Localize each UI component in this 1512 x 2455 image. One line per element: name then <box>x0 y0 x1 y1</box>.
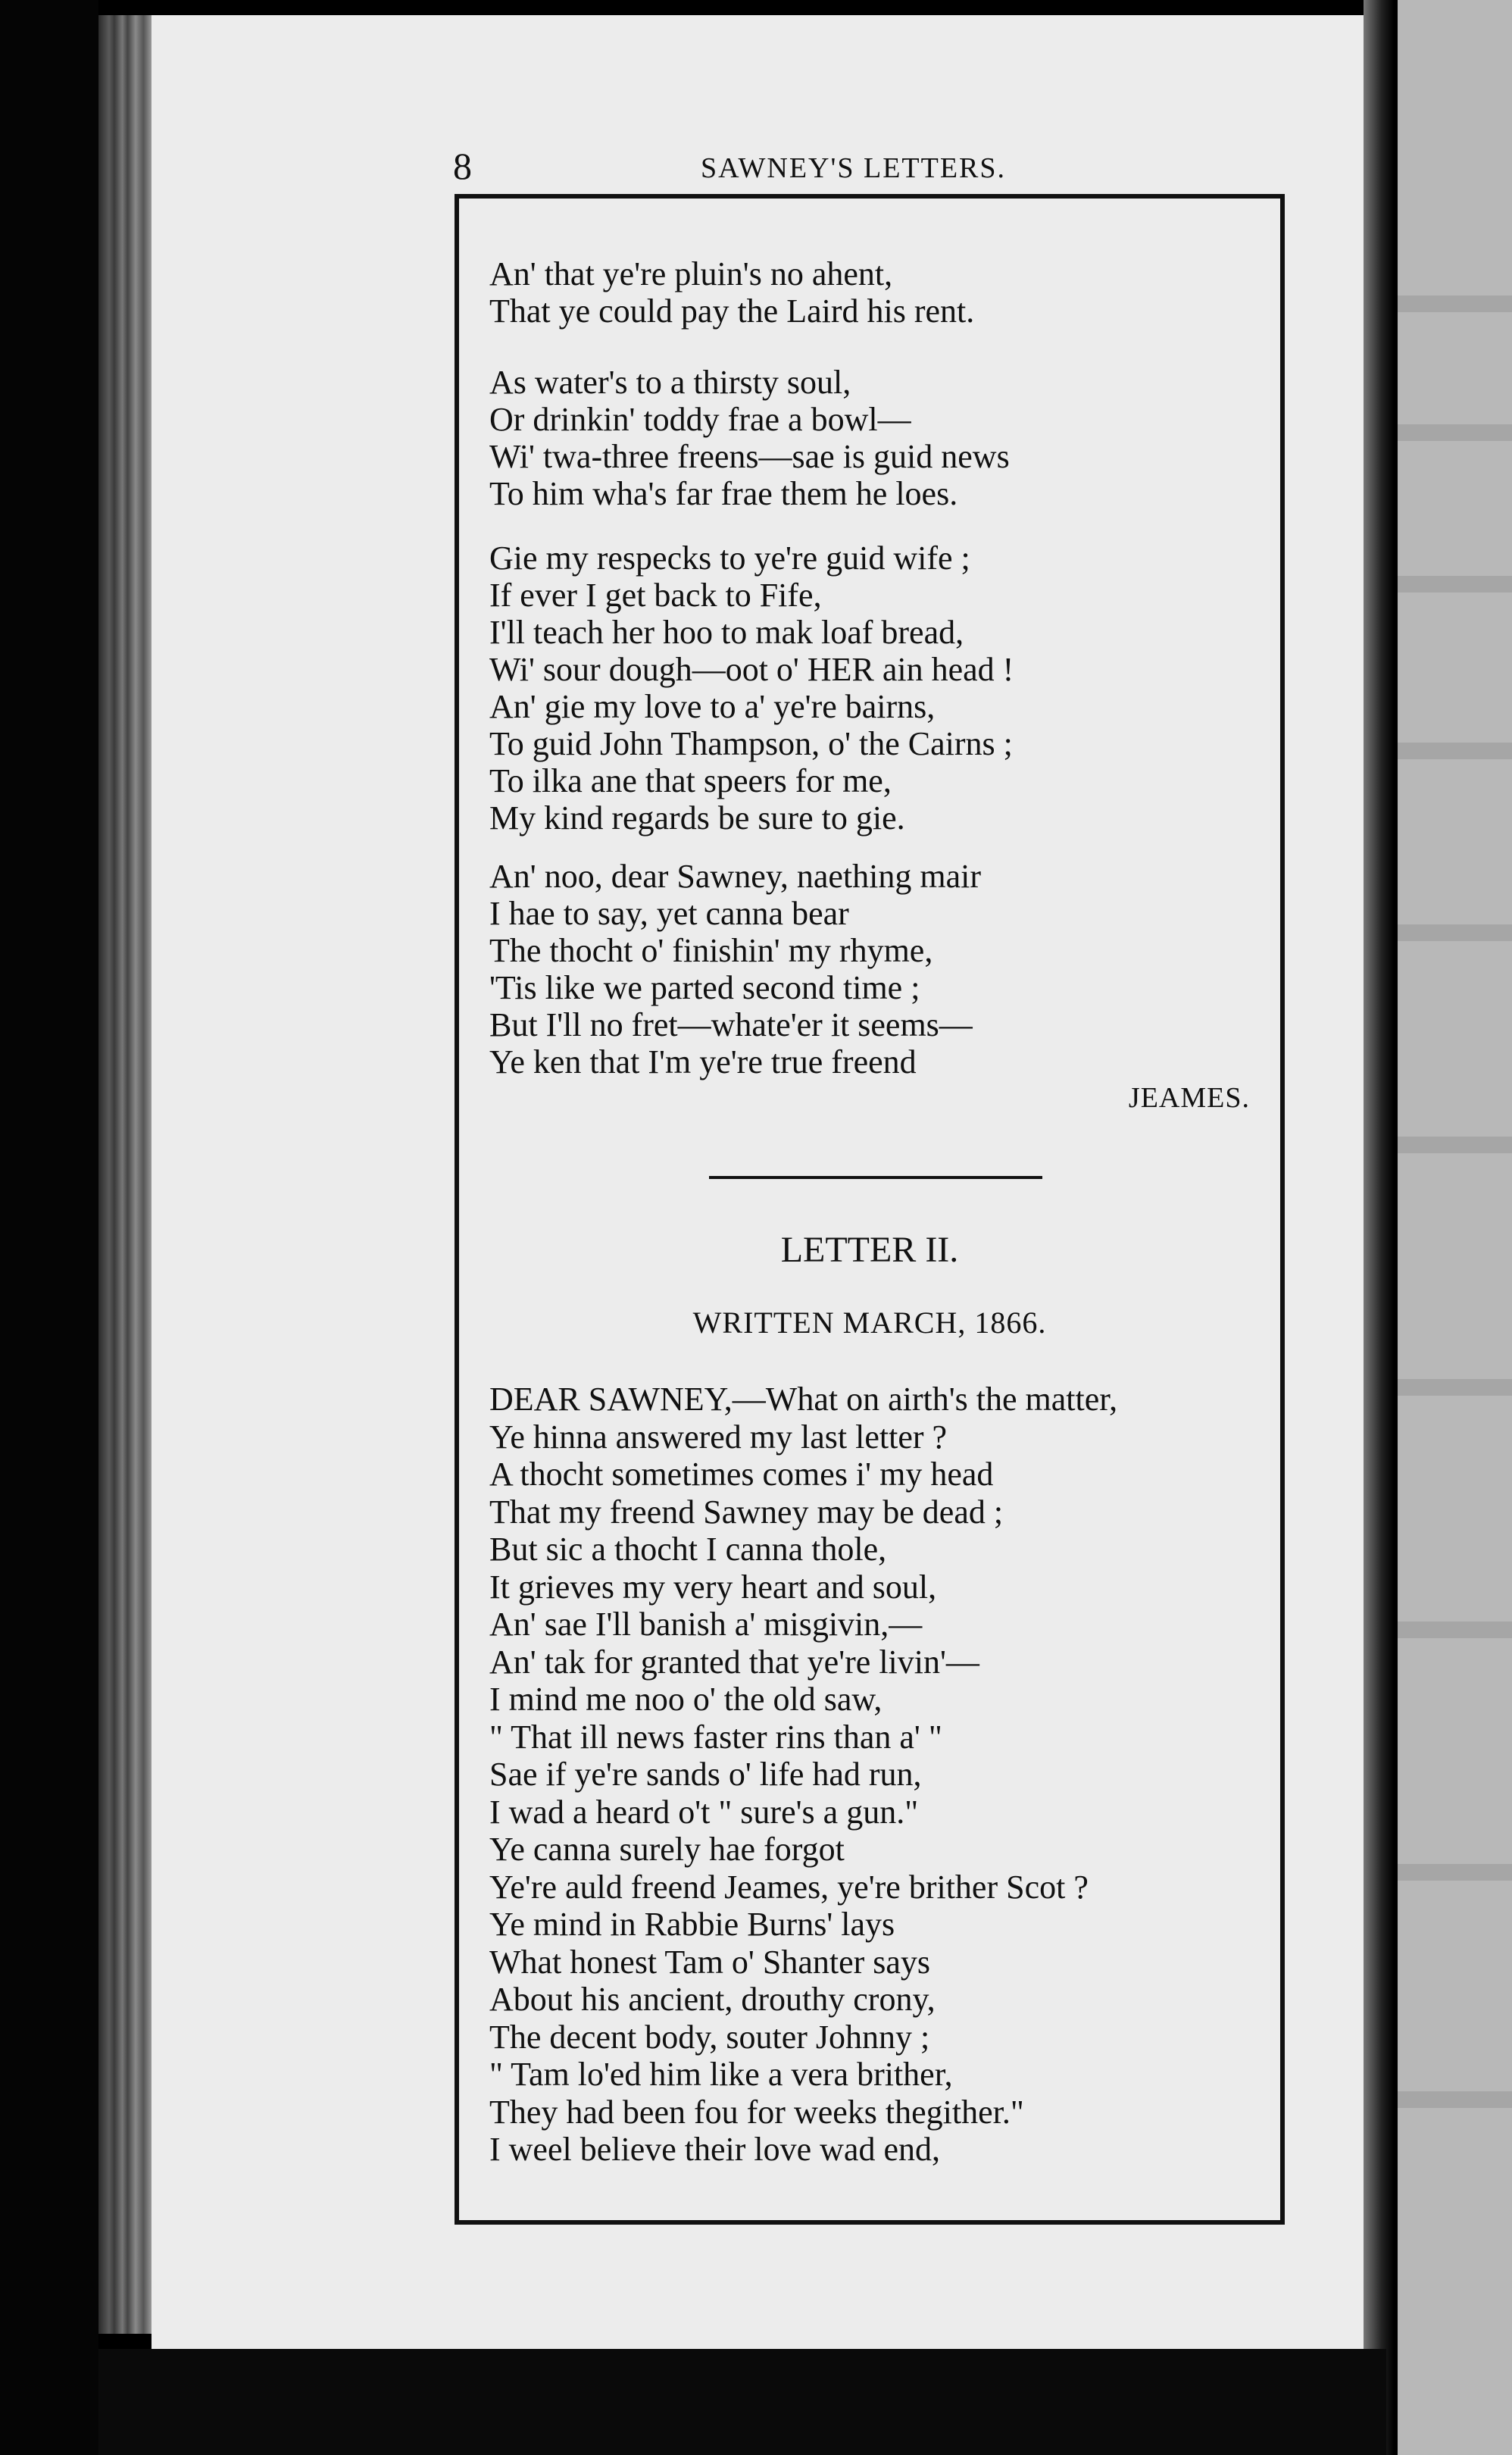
stanza-2 <box>489 364 1254 512</box>
page-number: 8 <box>453 145 472 187</box>
page-edges <box>98 15 152 2334</box>
verse-line: But I'll no fret—whate'er it seems— <box>489 1006 973 1043</box>
verse-line: To him wha's far frae them he loes. <box>489 475 958 512</box>
bleed-through-line <box>1398 1864 1512 1881</box>
letter-date: WRITTEN MARCH, 1866. <box>692 1306 1047 1340</box>
verse-line: About his ancient, drouthy crony, <box>489 1981 936 2018</box>
bleed-through-line <box>1398 1379 1512 1396</box>
verse-line: I mind me noo o' the old saw, <box>489 1681 883 1718</box>
verse-line: An' that ye're pluin's no ahent, <box>489 255 893 292</box>
verse-line: Or drinkin' toddy frae a bowl— <box>489 401 911 438</box>
verse-line: If ever I get back to Fife, <box>489 577 822 614</box>
verse-line: " That ill news faster rins than a' " <box>489 1718 942 1756</box>
verse-line: Wi' twa-three freens—sae is guid news <box>489 438 1010 475</box>
verse-line: " Tam lo'ed him like a vera brither, <box>489 2056 953 2093</box>
verse-line: An' sae I'll banish a' misgivin,— <box>489 1606 923 1643</box>
verse-line: Ye hinna answered my last letter ? <box>489 1418 948 1456</box>
stanza-3 <box>489 539 1254 837</box>
verse-line: Ye ken that I'm ye're true freend <box>489 1043 917 1081</box>
letter-title: LETTER II. <box>780 1230 959 1270</box>
verse-line: I wad a heard o't " sure's a gun." <box>489 1793 919 1831</box>
left-margin <box>0 0 98 2455</box>
verse-line: Ye're auld freend Jeames, ye're brither Scot ? <box>489 1868 1089 1906</box>
verse-line: Ye mind in Rabbie Burns' lays <box>489 1906 895 1943</box>
bleed-through-line <box>1398 296 1512 312</box>
running-head: SAWNEY'S LETTERS. <box>701 152 1007 184</box>
verse-line: I hae to say, yet canna bear <box>489 895 849 932</box>
verse-line: That my freend Sawney may be dead ; <box>489 1493 1004 1531</box>
verse-line: But sic a thocht I canna thole, <box>489 1531 887 1568</box>
verse-line: An' noo, dear Sawney, naething mair <box>489 858 981 895</box>
section-divider <box>709 1176 1042 1179</box>
verse-line: To ilka ane that speers for me, <box>489 762 892 799</box>
verse-line: Ye canna surely hae forgot <box>489 1831 845 1868</box>
verse-line: As water's to a thirsty soul, <box>489 364 851 401</box>
verse-line: Sae if ye're sands o' life had run, <box>489 1756 922 1793</box>
verse-line: It grieves my very heart and soul, <box>489 1568 937 1606</box>
verse-line: That ye could pay the Laird his rent. <box>489 292 975 330</box>
verse-line: What honest Tam o' Shanter says <box>489 1943 931 1981</box>
verse-line: I'll teach her hoo to mak loaf bread, <box>489 614 964 651</box>
stanza-4 <box>489 858 1254 1081</box>
verse-line: An' gie my love to a' ye're bairns, <box>489 688 936 725</box>
verse-line: A thocht sometimes comes i' my head <box>489 1456 994 1493</box>
verse-line: My kind regards be sure to gie. <box>489 799 905 837</box>
facing-page-edge <box>1398 0 1512 2455</box>
bleed-through-line <box>1398 2091 1512 2108</box>
gutter-shadow <box>1364 0 1394 2455</box>
verse-line: They had been fou for weeks thegither." <box>489 2093 1024 2131</box>
bleed-through-line <box>1398 924 1512 941</box>
verse-line: I weel believe their love wad end, <box>489 2131 940 2168</box>
verse-line: 'Tis like we parted second time ; <box>489 969 920 1006</box>
letter-2-body <box>489 1381 1254 2169</box>
bleed-through-line <box>1398 1137 1512 1153</box>
stanza-1 <box>489 255 1254 330</box>
bottom-margin <box>98 2349 1386 2455</box>
verse-line: DEAR SAWNEY,—What on airth's the matter, <box>489 1381 1118 1418</box>
bleed-through-line <box>1398 743 1512 759</box>
verse-line: To guid John Thampson, o' the Cairns ; <box>489 725 1013 762</box>
signature: JEAMES. <box>1128 1082 1250 1114</box>
verse-line: The thocht o' finishin' my rhyme, <box>489 932 933 969</box>
verse-line: Gie my respecks to ye're guid wife ; <box>489 539 970 577</box>
bleed-through-line <box>1398 424 1512 441</box>
verse-line: The decent body, souter Johnny ; <box>489 2018 930 2056</box>
verse-line: Wi' sour dough—oot o' HER ain head ! <box>489 651 1014 688</box>
verse-line: An' tak for granted that ye're livin'— <box>489 1643 979 1681</box>
bleed-through-line <box>1398 1622 1512 1638</box>
text-frame <box>455 194 1285 2225</box>
bleed-through-line <box>1398 576 1512 593</box>
